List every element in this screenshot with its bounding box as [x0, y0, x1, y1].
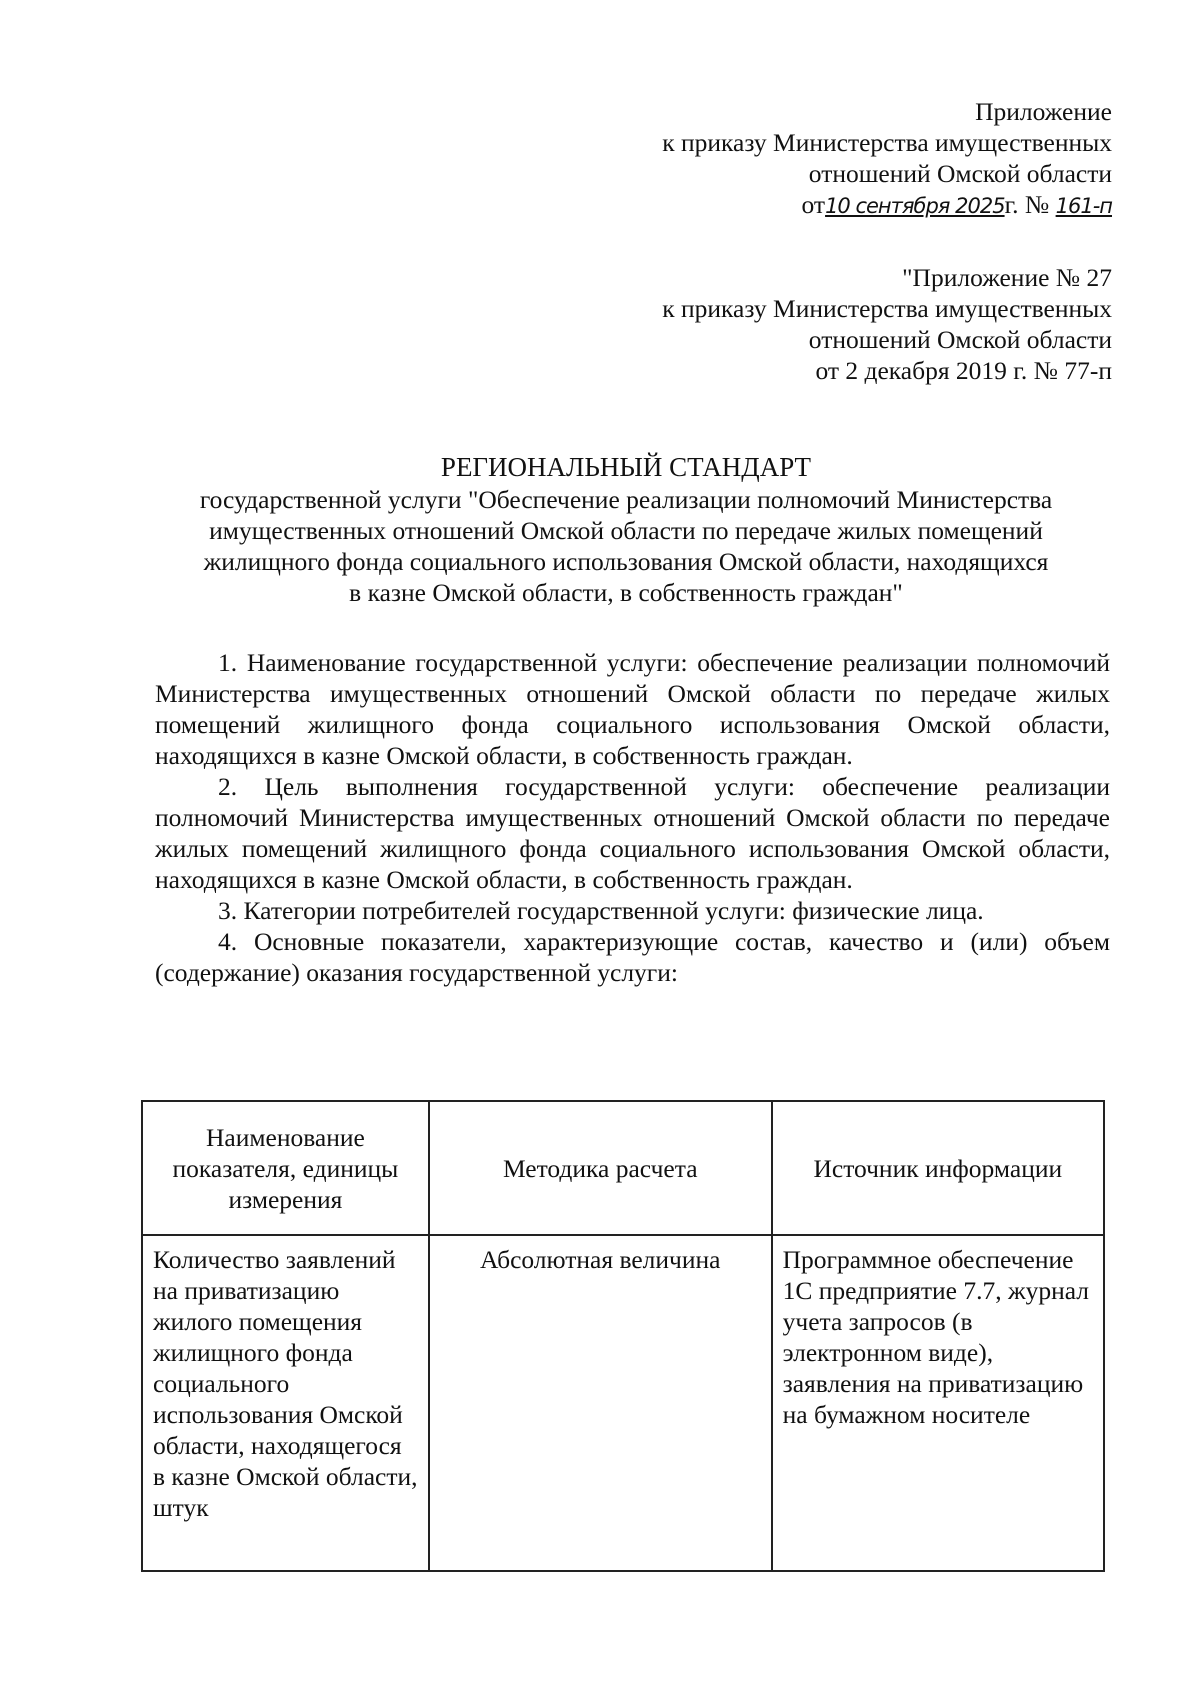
appendix-line: отношений Омской области — [808, 159, 1112, 188]
appendix-line: к приказу Министерства имущественных — [662, 128, 1112, 157]
appendix-line: от 2 декабря 2019 г. № 77-п — [815, 356, 1112, 385]
appendix-date-line — [662, 189, 1112, 222]
paragraph-4: 4. Основные показатели, характеризующие состав, качество и (или) объем (содержание) оказания государственной услуги: — [155, 927, 1110, 987]
appendix-line: к приказу Министерства имущественных — [662, 294, 1112, 323]
indicators-table — [141, 1100, 1105, 1572]
appendix-line: "Приложение № 27 — [902, 263, 1112, 292]
document-body — [155, 647, 1110, 988]
table-header-cell: Источник информации — [772, 1101, 1104, 1235]
title-line: в казне Омской области, в собственность граждан" — [349, 578, 903, 607]
paragraph-3: 3. Категории потребителей государственной услуги: физические лица. — [218, 896, 984, 925]
table-header-cell: Наименование показателя, единицы измерения — [142, 1101, 429, 1235]
handwritten-number: 161-п — [1055, 194, 1112, 218]
document-title — [140, 450, 1112, 608]
title-line: государственной услуги "Обеспечение реализации полномочий Министерства — [199, 485, 1053, 514]
title-line: имущественных отношений Омской области по передаче жилых помещений — [209, 516, 1043, 545]
title-line: жилищного фонда социального использования Омской области, находящихся — [203, 547, 1049, 576]
table-row — [142, 1235, 1104, 1571]
appendix-line: отношений Омской области — [808, 325, 1112, 354]
appendix-line: Приложение — [975, 97, 1112, 126]
table-header-cell: Методика расчета — [429, 1101, 772, 1235]
table-cell: Абсолютная величина — [429, 1235, 772, 1571]
paragraph-1: 1. Наименование государственной услуги: обеспечение реализации полномочий Министерства имущественных отношений Омской области по передаче жилых помещений жилищного фонда социального использования Омской области, находящихся в казне Омской области, в собственность граждан. — [155, 648, 1110, 770]
title-heading: РЕГИОНАЛЬНЫЙ СТАНДАРТ — [440, 452, 812, 482]
table-cell: Программное обеспечение 1С предприятие 7.7, журнал учета запросов (в электронном виде), заявления на приватизацию на бумажном носителе — [772, 1235, 1104, 1571]
table-header-row — [142, 1101, 1104, 1235]
date-suffix: г. № — [1004, 190, 1050, 219]
appendix-header — [662, 96, 1112, 222]
handwritten-date: 10 сентября 2025 — [825, 194, 1005, 218]
table-cell: Количество заявлений на приватизацию жилого помещения жилищного фонда социального использования Омской области, находящегося в казне Омской области, штук — [142, 1235, 429, 1571]
date-prefix: от — [801, 190, 826, 219]
paragraph-2: 2. Цель выполнения государственной услуги: обеспечение реализации полномочий Министерства имущественных отношений Омской области по передаче жилых помещений жилищного фонда социального использования Омской области, находящихся в казне Омской области, в собственность граждан. — [155, 772, 1110, 894]
original-appendix-header — [662, 262, 1112, 386]
